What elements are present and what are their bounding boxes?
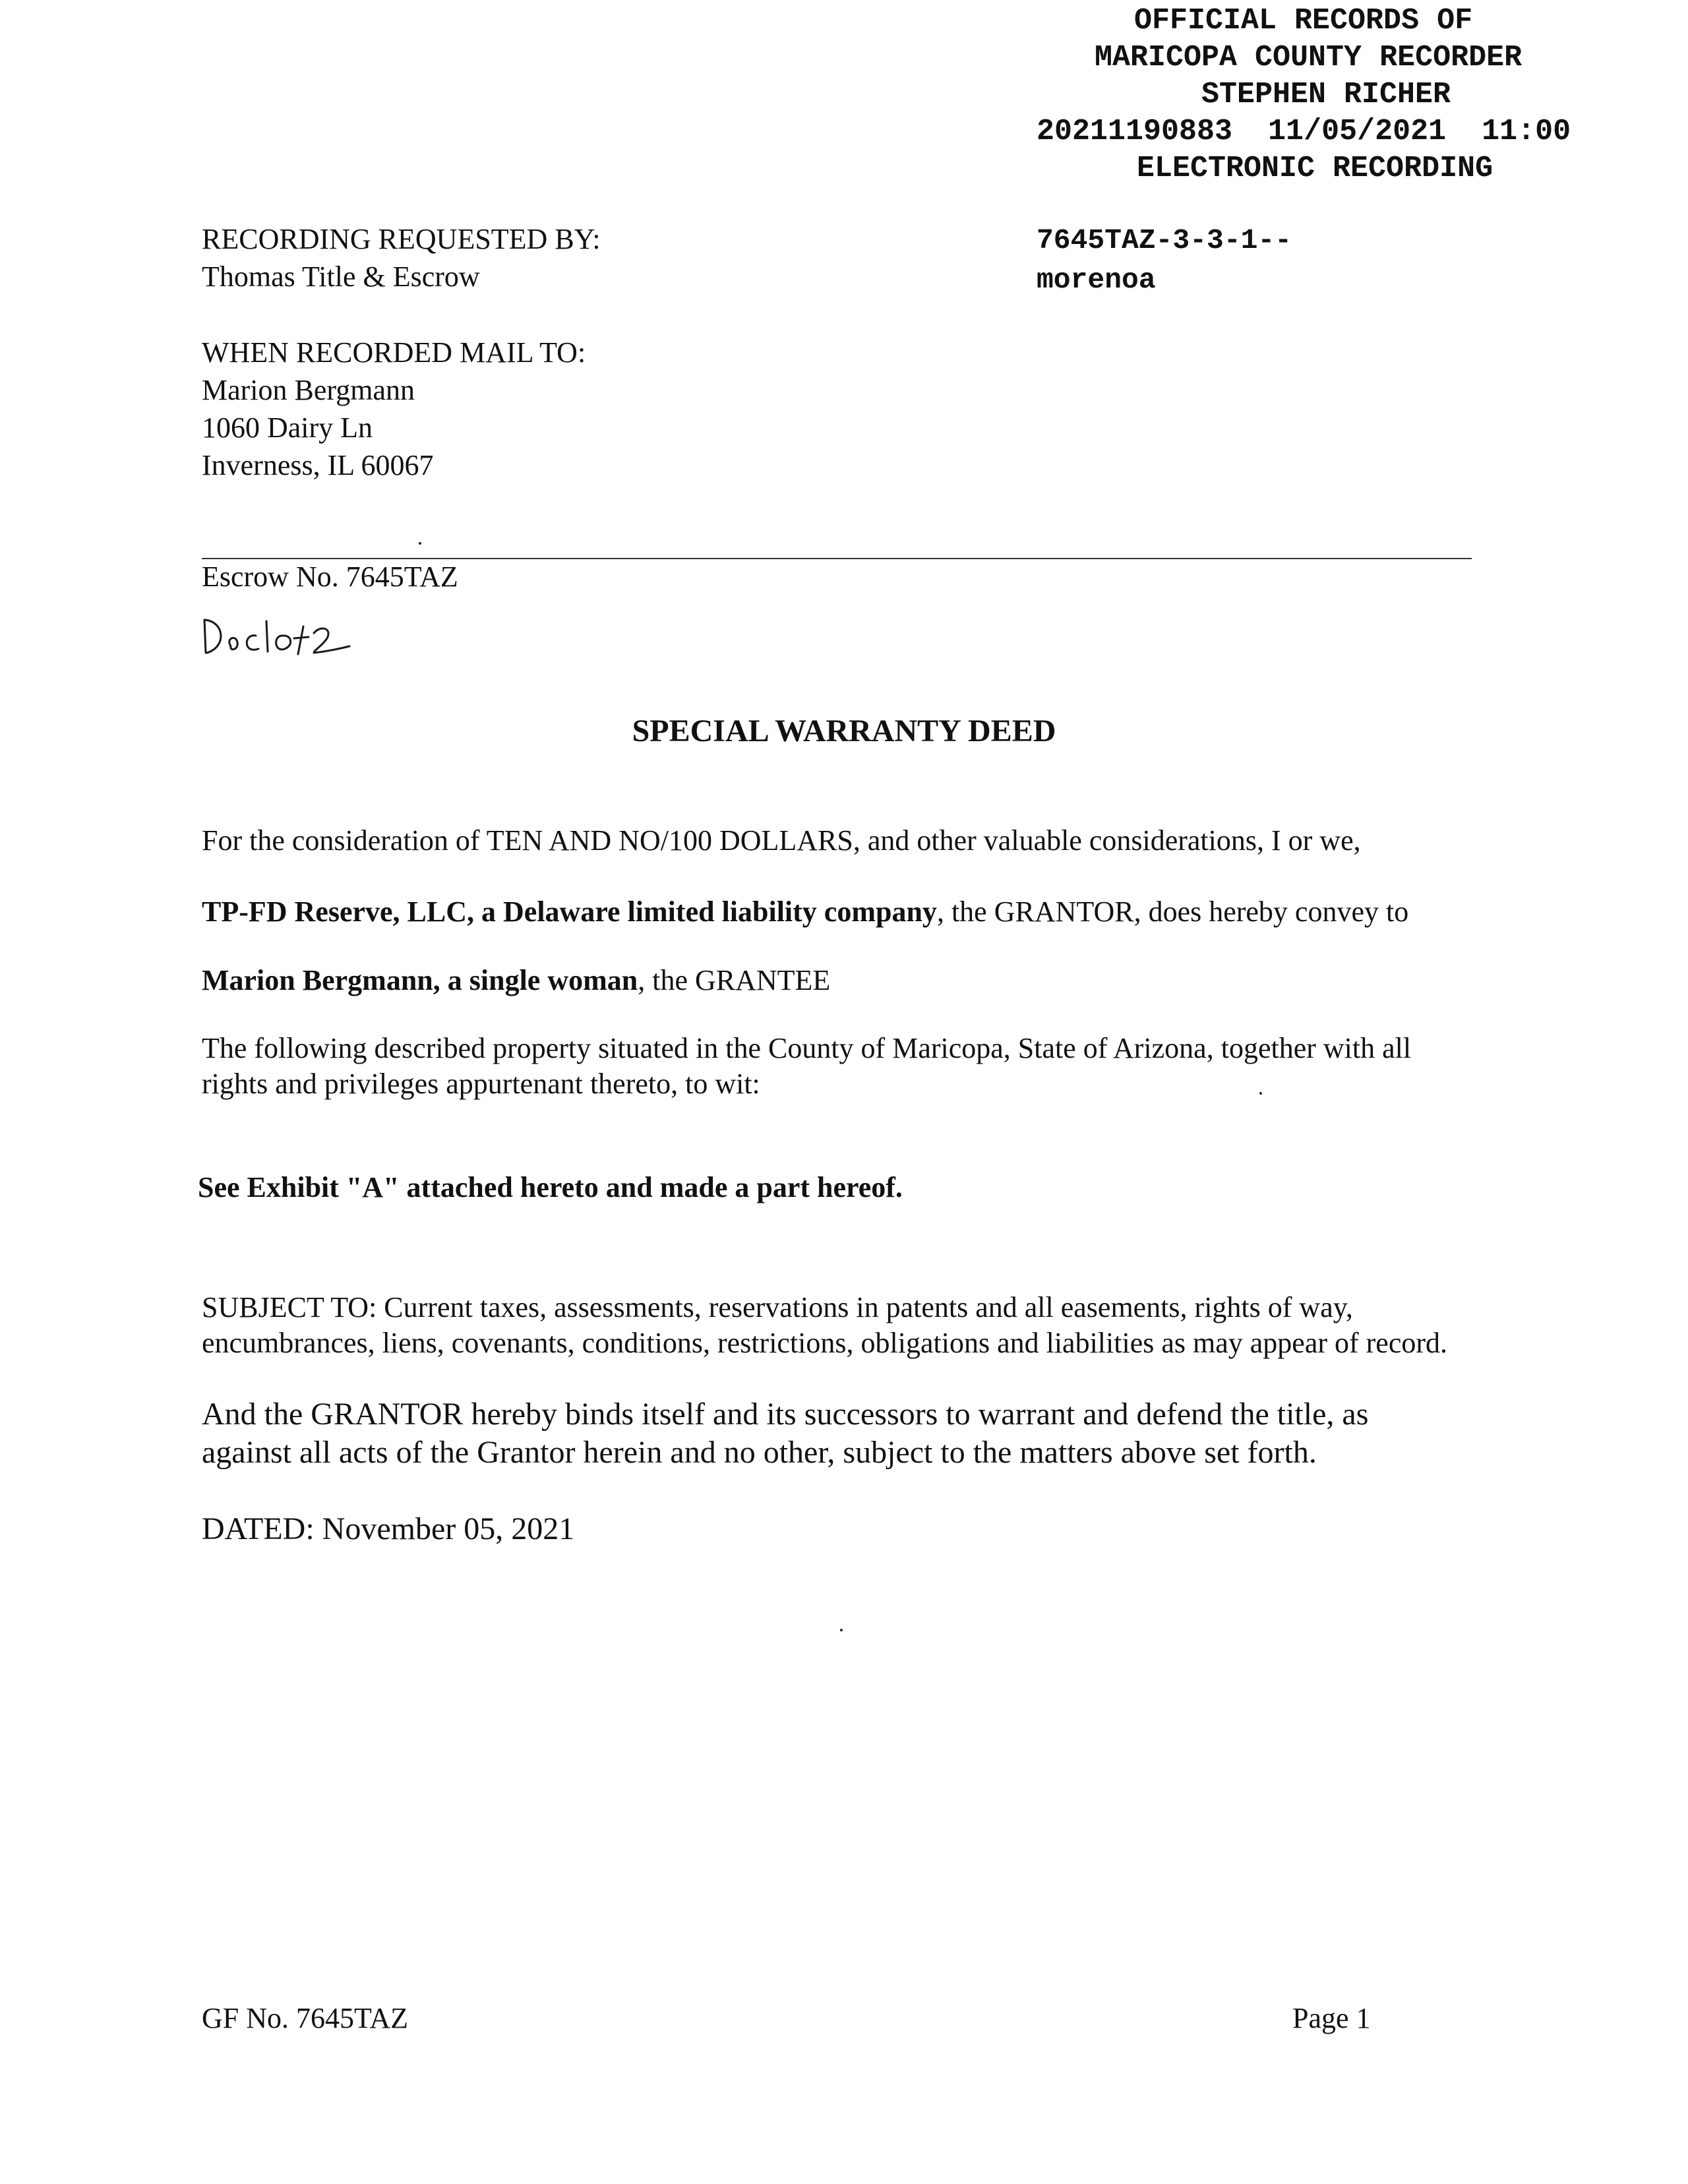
recorder-stamp-line-3: STEPHEN RICHER (1201, 78, 1451, 111)
scan-speck (840, 1629, 843, 1631)
mail-to-street: 1060 Dairy Ln (202, 411, 373, 444)
property-description-line-1: The following described property situated in the County of Maricopa, State of Arizona, together with all (202, 1032, 1412, 1064)
recorder-stamp-line-5: ELECTRONIC RECORDING (1137, 152, 1493, 185)
grantor-suffix: , the GRANTOR, does hereby convey to (936, 895, 1409, 928)
subject-to-line-2: encumbrances, liens, covenants, conditions, restrictions, obligations and liabilities as may appear of record. (202, 1327, 1448, 1359)
grantee-name: Marion Bergmann, a single woman (202, 964, 638, 996)
subject-to-line-1: SUBJECT TO: Current taxes, assessments, reservations in patents and all easements, rights of way, (202, 1291, 1353, 1323)
grantor-name: TP-FD Reserve, LLC, a Delaware limited liability company (202, 895, 937, 928)
gf-number: GF No. 7645TAZ (202, 2002, 409, 2034)
mail-to-name: Marion Bergmann (202, 374, 415, 406)
grantor-clause (202, 894, 1408, 930)
recording-requested-name: Thomas Title & Escrow (202, 260, 480, 293)
page-number: Page 1 (1292, 2002, 1371, 2034)
scan-speck (1259, 1092, 1262, 1095)
deed-title: SPECIAL WARRANTY DEED (632, 713, 1056, 748)
grantee-clause (202, 963, 830, 998)
file-tag-user: morenoa (1037, 264, 1156, 296)
recorder-stamp-line-2: MARICOPA COUNTY RECORDER (1095, 41, 1522, 75)
scan-speck (419, 542, 421, 545)
recording-number-date: 20211190883 11/05/2021 11:00 (1037, 115, 1571, 148)
recorder-stamp-line-1: OFFICIAL RECORDS OF (1134, 4, 1473, 38)
exhibit-reference: See Exhibit "A" attached hereto and made a part hereof. (198, 1171, 903, 1203)
escrow-number: Escrow No. 7645TAZ (202, 561, 458, 593)
file-tag-number: 7645TAZ-3-3-1-- (1037, 224, 1292, 257)
warranty-line-2: against all acts of the Grantor herein and no other, subject to the matters above set forth. (202, 1435, 1317, 1470)
mail-to-city: Inverness, IL 60067 (202, 449, 434, 481)
property-description-line-2: rights and privileges appurtenant thereto, to wit: (202, 1068, 760, 1100)
warranty-line-1: And the GRANTOR hereby binds itself and its successors to warrant and defend the title, as (202, 1397, 1369, 1432)
recording-requested-label: RECORDING REQUESTED BY: (202, 223, 601, 255)
grantee-suffix: , the GRANTEE (638, 964, 831, 996)
mail-to-label: WHEN RECORDED MAIL TO: (202, 336, 586, 369)
handwritten-note-signature (198, 607, 356, 666)
dated-line: DATED: November 05, 2021 (202, 1511, 575, 1546)
consideration-text: For the consideration of TEN AND NO/100 DOLLARS, and other valuable considerations, I or we, (202, 824, 1361, 857)
